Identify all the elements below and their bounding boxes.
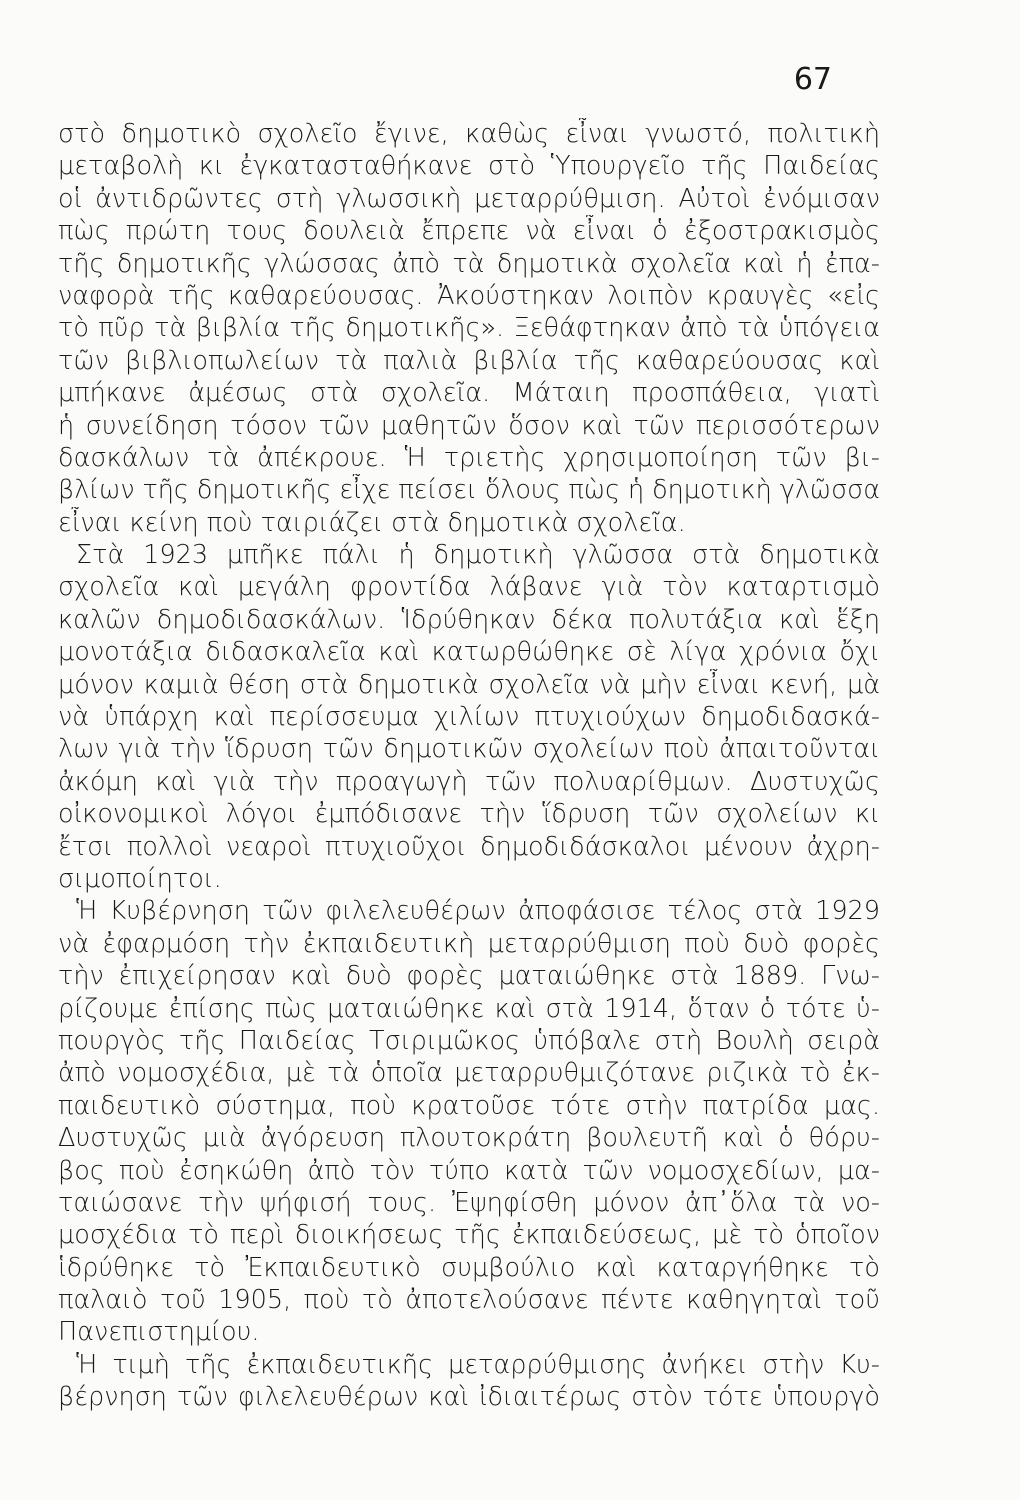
text-line: ἡ συνείδηση τόσον τῶν μαθητῶν ὅσον καὶ τῶν περισσότερων bbox=[58, 410, 880, 441]
text-line: σιμοποίητοι. bbox=[58, 863, 222, 894]
text-line: ἀκόμη καὶ γιὰ τὴν προαγωγὴ τῶν πολυαρίθμων. Δυστυχῶς bbox=[58, 766, 880, 797]
text-line: νὰ ὑπάρχη καὶ περίσσευμα χιλίων πτυχιούχων δημοδιδασκά- bbox=[58, 702, 880, 733]
text-line: Δυστυχῶς μιὰ ἀγόρευση πλουτοκράτη βουλευτῆ καὶ ὁ θόρυ- bbox=[58, 1123, 880, 1154]
text-line: πουργὸς τῆς Παιδείας Τσιριμῶκος ὑπόβαλε στὴ Βουλὴ σειρὰ bbox=[58, 1025, 880, 1056]
text-line: βλίων τῆς δημοτικῆς εἶχε πείσει ὅλους πὼς ἡ δημοτικὴ γλῶσσα bbox=[58, 475, 880, 506]
text-line: Πανεπιστημίου. bbox=[58, 1317, 260, 1348]
text-line: λων γιὰ τὴν ἵδρυση τῶν δημοτικῶν σχολείων ποὺ ἀπαιτοῦνται bbox=[58, 734, 880, 765]
text-line: τῆς δημοτικῆς γλώσσας ἀπὸ τὰ δημοτικὰ σχολεῖα καὶ ἡ ἐπα- bbox=[58, 248, 880, 279]
text-line: τῶν βιβλιοπωλείων τὰ παλιὰ βιβλία τῆς καθαρεύουσας καὶ bbox=[58, 345, 880, 376]
body-text bbox=[58, 118, 880, 1414]
text-line: μπήκανε ἀμέσως στὰ σχολεῖα. Μάταιη προσπάθεια, γιατὶ bbox=[58, 378, 880, 409]
text-line: δασκάλων τὰ ἀπέκρουε. Ἡ τριετὴς χρησιμοποίηση τῶν βι- bbox=[58, 442, 880, 473]
text-line: στὸ δημοτικὸ σχολεῖο ἔγινε, καθὼς εἶναι γνωστό, πολιτικὴ bbox=[58, 119, 880, 149]
text-line: οἱ ἀντιδρῶντες στὴ γλωσσικὴ μεταρρύθμιση. Αὐτοὶ ἐνόμισαν bbox=[58, 183, 880, 214]
text-line: νὰ ἐφαρμόση τὴν ἐκπαιδευτικὴ μεταρρύθμιση ποὺ δυὸ φορὲς bbox=[58, 928, 880, 959]
page-number: 67 bbox=[793, 62, 832, 97]
text-line: ἀπὸ νομοσχέδια, μὲ τὰ ὁποῖα μεταρρυθμιζότανε ριζικὰ τὸ ἐκ- bbox=[58, 1058, 880, 1089]
text-line: ταιώσανε τὴν ψήφισή τους. Ἐψηφίσθη μόνον ἀπ᾽ὅλα τὰ νο- bbox=[58, 1187, 880, 1218]
text-line: μεταβολὴ κι ἐγκατασταθήκανε στὸ Ὑπουργεῖο τῆς Παιδείας bbox=[58, 151, 880, 182]
text-line: Ἡ Κυβέρνηση τῶν φιλελευθέρων ἀποφάσισε τέλος στὰ 1929 bbox=[76, 896, 880, 927]
text-line: παλαιὸ τοῦ 1905, ποὺ τὸ ἀποτελούσανε πέντε καθηγηταὶ τοῦ bbox=[58, 1285, 880, 1316]
text-line: ἱδρύθηκε τὸ Ἐκπαιδευτικὸ συμβούλιο καὶ καταργήθηκε τὸ bbox=[58, 1252, 880, 1283]
text-line: παιδευτικὸ σύστημα, ποὺ κρατοῦσε τότε στὴν πατρίδα μας. bbox=[58, 1090, 880, 1121]
text-line: τὸ πῦρ τὰ βιβλία τῆς δημοτικῆς». Ξεθάφτηκαν ἀπὸ τὰ ὑπόγεια bbox=[58, 313, 880, 344]
text-line: ναφορὰ τῆς καθαρεύουσας. Ἀκούστηκαν λοιπὸν κραυγὲς «εἰς bbox=[58, 280, 880, 311]
text-line: Ἡ τιμὴ τῆς ἐκπαιδευτικῆς μεταρρύθμισης ἀνήκει στὴν Κυ- bbox=[76, 1349, 880, 1380]
text-line: ρίζουμε ἐπίσης πὼς ματαιώθηκε καὶ στὰ 1914, ὅταν ὁ τότε ὑ- bbox=[58, 993, 880, 1024]
text-line: βος ποὺ ἐσηκώθη ἀπὸ τὸν τύπο κατὰ τῶν νομοσχεδίων, μα- bbox=[58, 1155, 880, 1186]
text-line: οἰκονομικοὶ λόγοι ἐμπόδισανε τὴν ἵδρυση τῶν σχολείων κι bbox=[58, 799, 880, 830]
text-line: εἶναι κείνη ποὺ ταιριάζει στὰ δημοτικὰ σχολεῖα. bbox=[58, 507, 686, 538]
text-line: καλῶν δημοδιδασκάλων. Ἱδρύθηκαν δέκα πολυτάξια καὶ ἕξη bbox=[58, 604, 880, 635]
text-line: βέρνηση τῶν φιλελευθέρων καὶ ἰδιαιτέρως στὸν τότε ὑπουργὸ bbox=[58, 1382, 880, 1413]
text-line: ἔτσι πολλοὶ νεαροὶ πτυχιοῦχοι δημοδιδάσκαλοι μένουν ἀχρη- bbox=[58, 831, 880, 862]
text-line: Στὰ 1923 μπῆκε πάλι ἡ δημοτικὴ γλῶσσα στὰ δημοτικὰ bbox=[76, 540, 880, 571]
text-line: μοσχέδια τὸ περὶ διοικήσεως τῆς ἐκπαιδεύσεως, μὲ τὸ ὁποῖον bbox=[58, 1220, 880, 1251]
text-line: μονοτάξια διδασκαλεῖα καὶ κατωρθώθηκε σὲ λίγα χρόνια ὄχι bbox=[58, 637, 880, 668]
text-line: σχολεῖα καὶ μεγάλη φροντίδα λάβανε γιὰ τὸν καταρτισμὸ bbox=[58, 572, 880, 603]
text-line: μόνον καμιὰ θέση στὰ δημοτικὰ σχολεῖα νὰ μὴν εἶναι κενή, μὰ bbox=[58, 669, 880, 700]
text-line: πὼς πρώτη τους δουλειὰ ἔπρεπε νὰ εἶναι ὁ ἐξοστρακισμὸς bbox=[58, 216, 880, 247]
text-line: τὴν ἐπιχείρησαν καὶ δυὸ φορὲς ματαιώθηκε στὰ 1889. Γνω- bbox=[58, 961, 880, 992]
